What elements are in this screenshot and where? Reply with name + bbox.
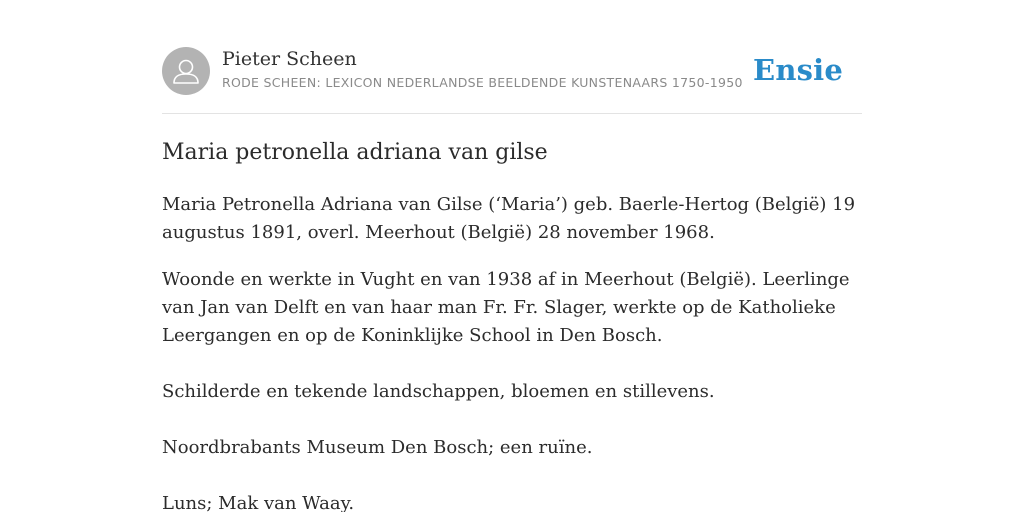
author-name[interactable]: Pieter Scheen [222,48,357,70]
article-header [162,47,862,114]
user-silhouette-icon [162,47,210,95]
paragraph-subjects: Schilderde en tekende landschappen, bloemen en stillevens. [162,381,715,402]
paragraph-career: Woonde en werkte in Vught en van 1938 af in Meerhout (België). Leerlinge van Jan van Delft en van haar man Fr. Fr. Slager, werkte op de Katholieke Leergangen en op de Koninklijke School in Den Bosch. [162,269,850,346]
paragraph-biography: Maria Petronella Adriana van Gilse (‘Maria’) geb. Baerle-Hertog (België) 19 augustus 1891, overl. Meerhout (België) 28 november 1968. [162,194,856,243]
article-body [162,191,862,512]
page-title: Maria petronella adriana van gilse [162,140,548,165]
avatar[interactable] [162,47,210,95]
paragraph-literature: Luns; Mak van Waay. [162,493,355,512]
page [162,0,862,512]
paragraph-collections: Noordbrabants Museum Den Bosch; een ruïne. [162,437,593,458]
ensie-logo[interactable]: Ensie [753,53,843,87]
source-label: RODE SCHEEN: LEXICON NEDERLANDSE BEELDENDE KUNSTENAARS 1750-1950 [222,75,743,90]
